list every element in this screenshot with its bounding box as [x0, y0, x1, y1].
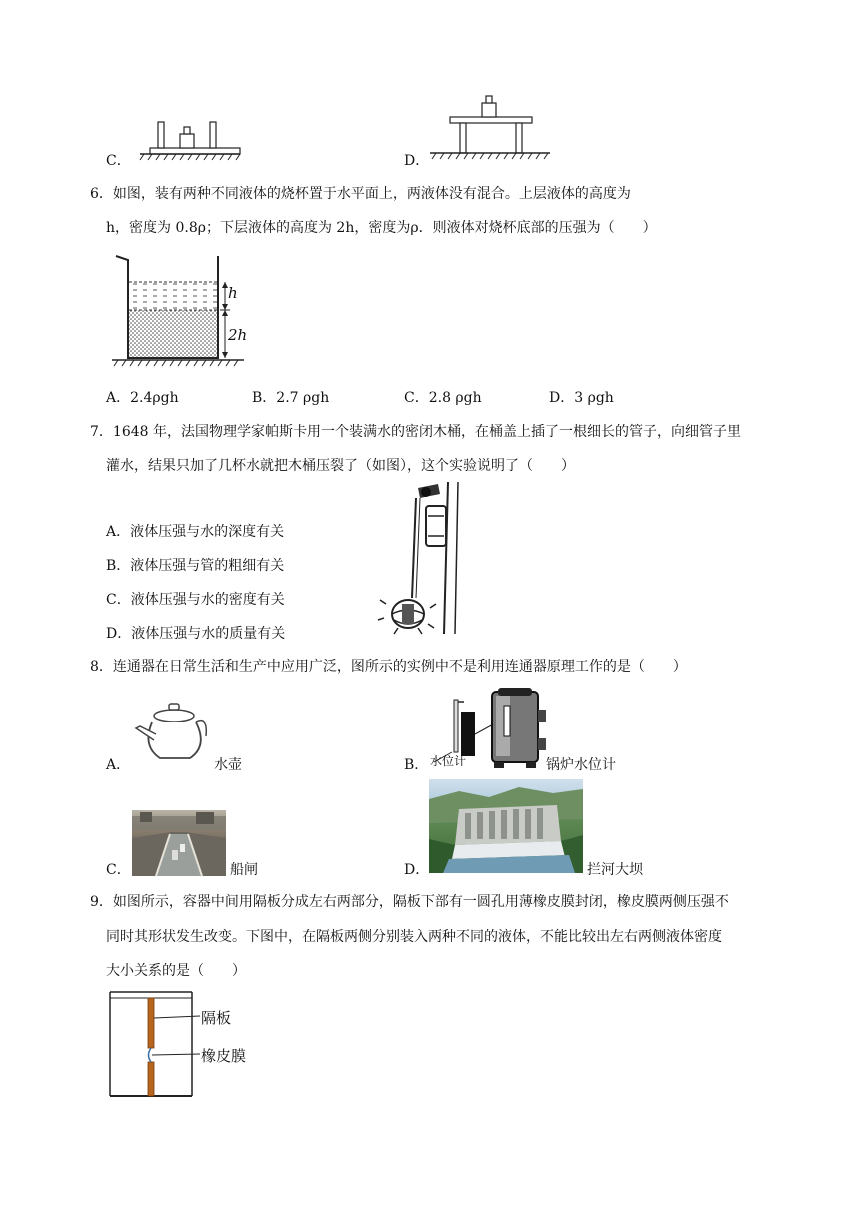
q9-label-membrane: 橡皮膜 [201, 1047, 247, 1065]
q6-label-2h: 2h [228, 326, 248, 344]
q8-ship-lock-photo [132, 810, 226, 876]
q7-pascal-barrel-figure [378, 478, 468, 636]
q8-option-c-label: C． [106, 862, 131, 878]
q5-option-c-figure [140, 112, 250, 162]
q6-option-b: B．2.7 ρgh [252, 390, 330, 406]
q7-stem-line2: 灌水，结果只加了几杯水就把木桶压裂了（如图），这个实验说明了（ ） [106, 458, 575, 474]
q9-label-partition: 隔板 [201, 1009, 232, 1027]
q8-option-b-inner-label: 水位计 [430, 754, 467, 768]
q6-option-a: A．2.4ρgh [106, 390, 179, 406]
q5-option-d-label: D． [404, 153, 430, 169]
q7-option-b: B．液体压强与管的粗细有关 [106, 558, 285, 574]
q6-option-d: D．3 ρgh [549, 390, 614, 406]
q6-stem-line1: 6．如图，装有两种不同液体的烧杯置于水平面上，两液体没有混合。上层液体的高度为 [90, 186, 631, 202]
q5-option-c-label: C． [106, 153, 131, 169]
q8-option-b-caption: 锅炉水位计 [546, 757, 616, 773]
q6-beaker-figure [112, 252, 252, 370]
q8-option-c-caption: 船闸 [230, 862, 258, 878]
q7-stem-line1: 7．1648 年，法国物理学家帕斯卡用一个装满水的密闭木桶，在桶盖上插了一根细长的管子，向细管子里 [90, 424, 741, 440]
q7-option-d: D．液体压强与水的质量有关 [106, 626, 286, 642]
q5-option-d-figure [430, 95, 550, 161]
q7-option-c: C．液体压强与水的密度有关 [106, 592, 285, 608]
q8-option-a-caption: 水壶 [214, 757, 242, 773]
q8-option-b-label: B． [404, 757, 429, 773]
q8-stem-line1: 8．连通器在日常生活和生产中应用广泛，图所示的实例中不是利用连通器原理工作的是（ ） [90, 659, 687, 675]
q6-option-c: C．2.8 ρgh [404, 390, 482, 406]
q8-option-d-caption: 拦河大坝 [587, 862, 643, 878]
q9-stem-line1: 9．如图所示，容器中间用隔板分成左右两部分，隔板下部有一圆孔用薄橡皮膜封闭，橡皮膜两侧压强不 [90, 894, 729, 910]
q9-container-figure [108, 990, 198, 1098]
q6-label-h: h [228, 284, 238, 302]
q8-dam-photo [429, 779, 583, 873]
q8-option-a-label: A． [106, 757, 131, 773]
q8-option-d-label: D． [404, 862, 430, 878]
q8-kettle-figure [134, 702, 210, 762]
q9-stem-line2: 同时其形状发生改变。下图中，在隔板两侧分别装入两种不同的液体，不能比较出左右两侧液体密度 [106, 929, 722, 945]
q9-stem-line3: 大小关系的是（ ） [106, 963, 246, 979]
q7-option-a: A．液体压强与水的深度有关 [106, 524, 285, 540]
q6-stem-line2: h，密度为 0.8ρ；下层液体的高度为 2h，密度为ρ．则液体对烧杯底部的压强为（ ） [106, 220, 657, 236]
